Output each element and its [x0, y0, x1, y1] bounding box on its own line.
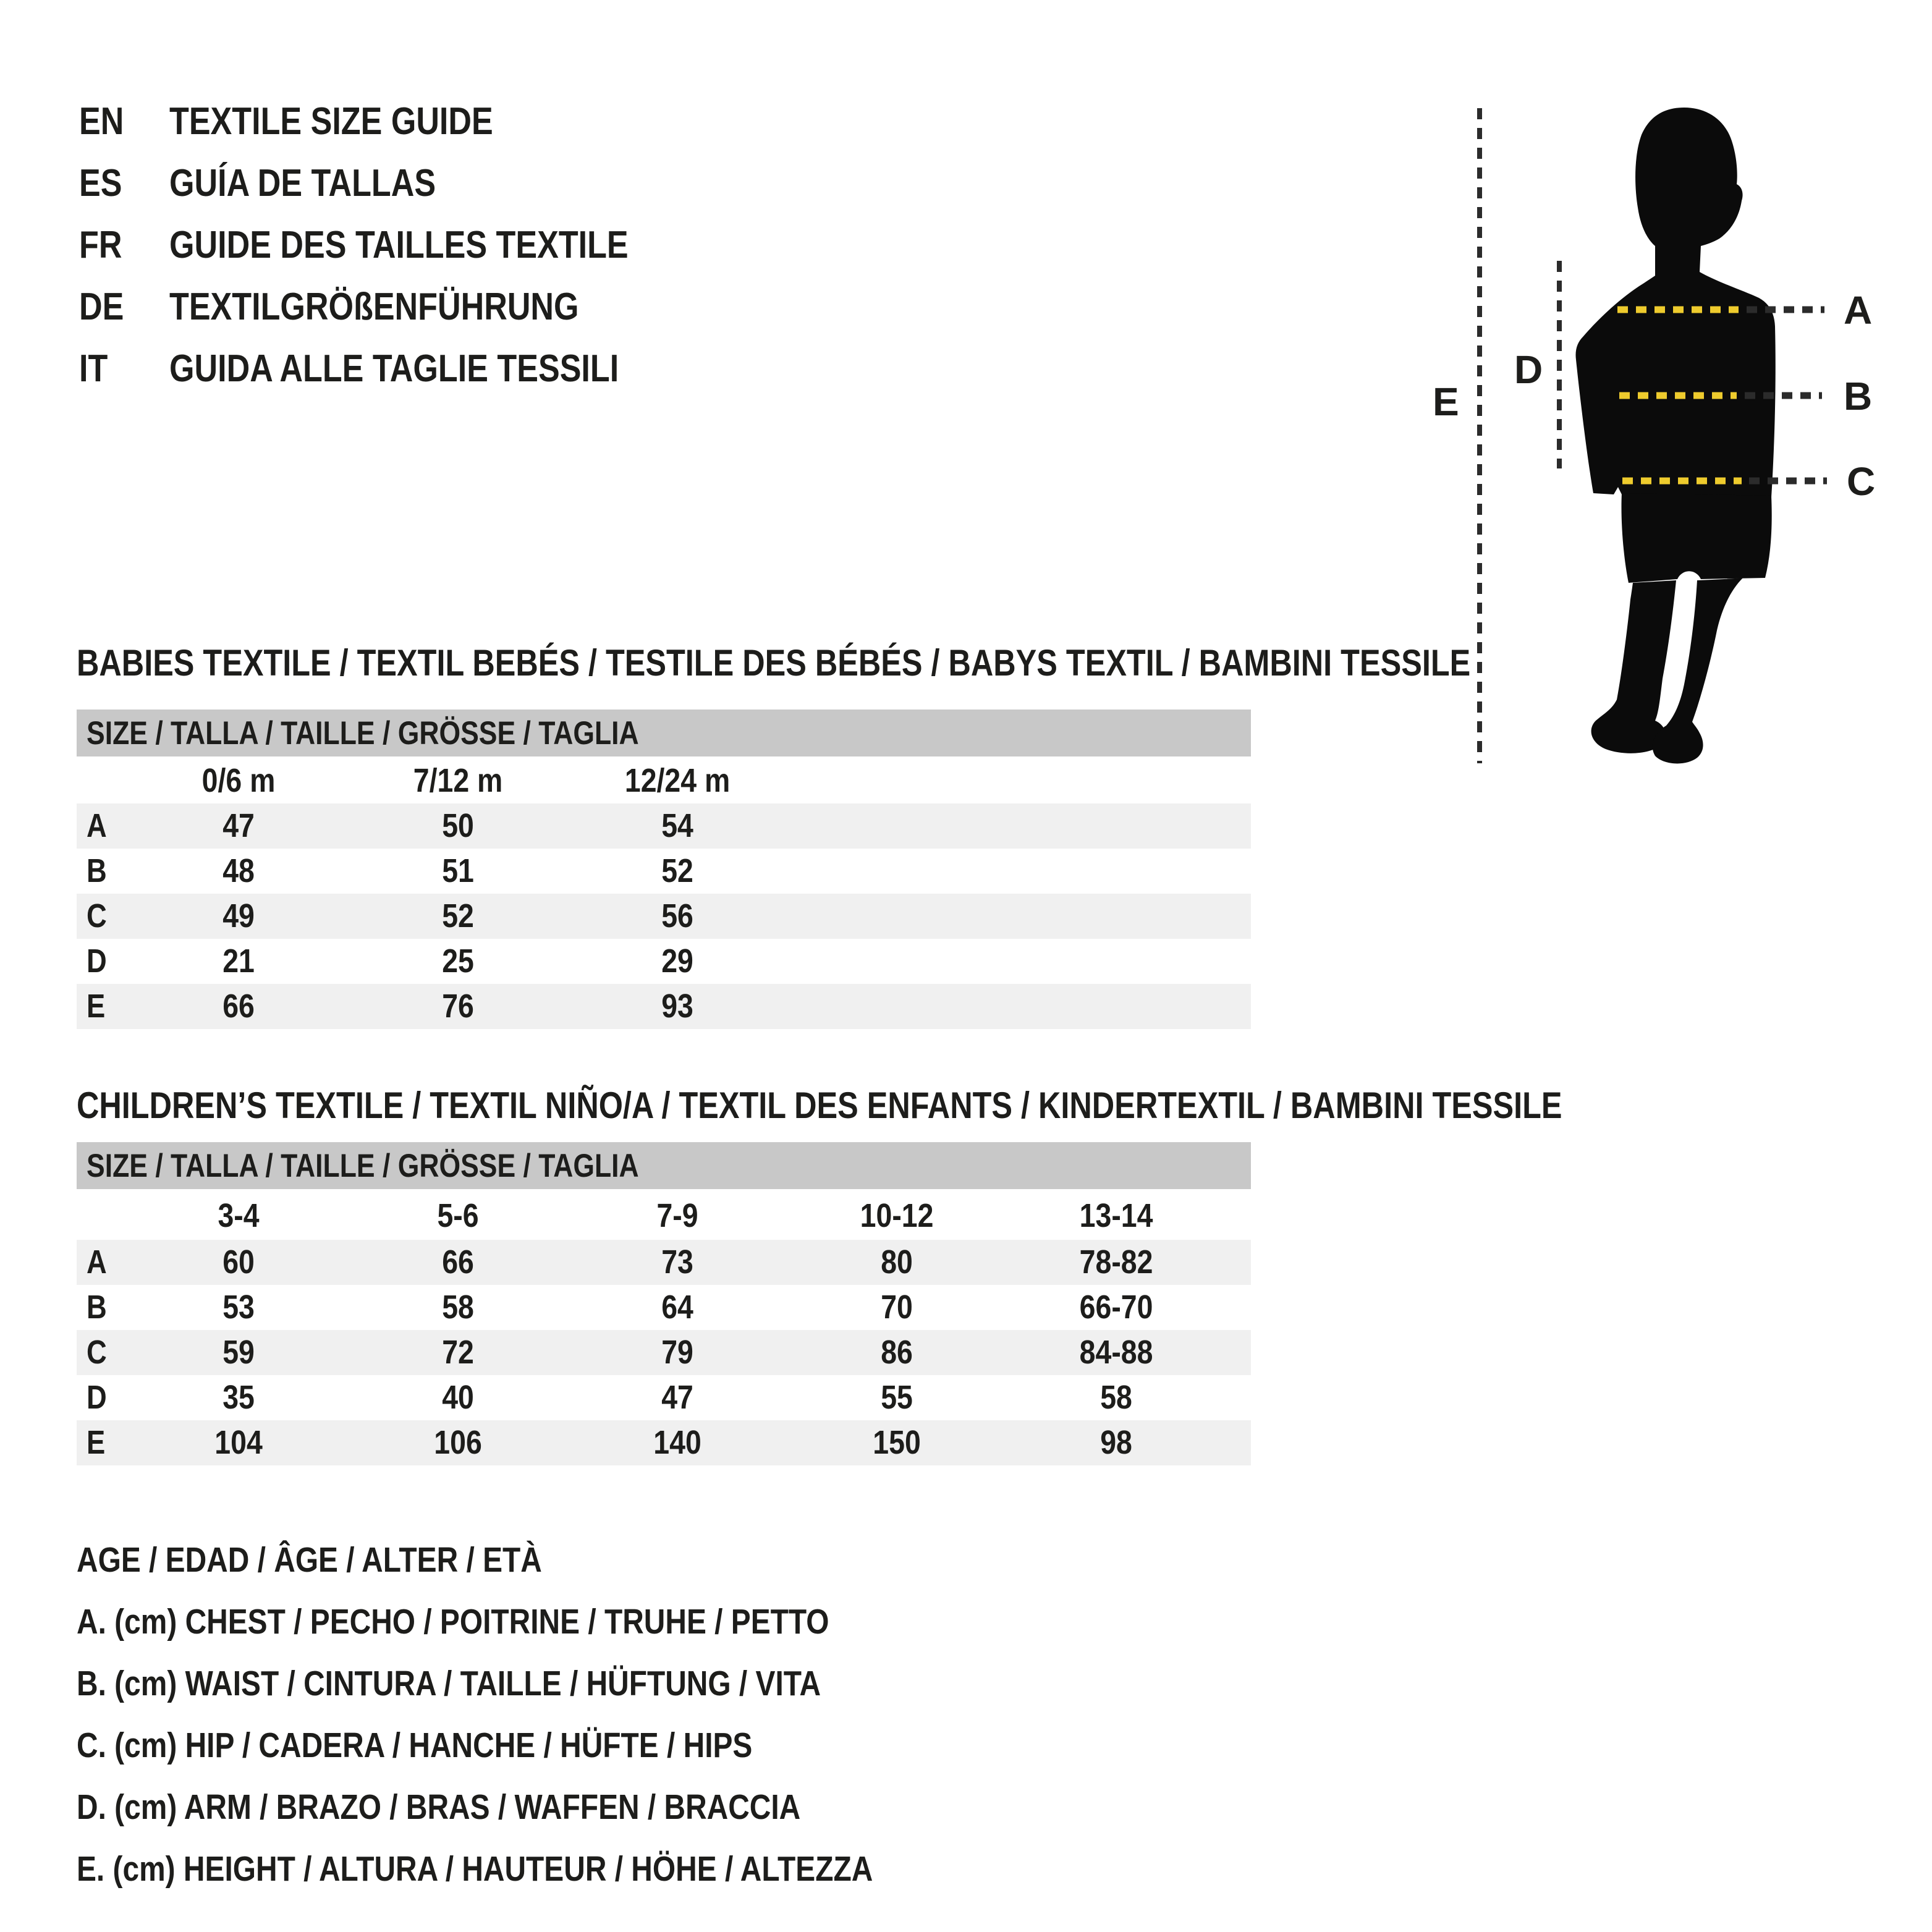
column-header: 13-14	[1080, 1197, 1153, 1234]
column-header: 7-9	[656, 1197, 699, 1234]
table-row-children-b	[77, 1285, 1251, 1330]
table-cell: 66-70	[1080, 1289, 1153, 1326]
children-size-header-bar: SIZE / TALLA / TAILLE / GRÖSSE / TAGLIA	[77, 1142, 1251, 1189]
row-label: B	[87, 852, 107, 889]
language-title: TEXTILGRÖßENFÜHRUNG	[169, 286, 579, 328]
table-row-children-d	[77, 1375, 1251, 1420]
table-cell: 29	[661, 943, 694, 980]
table-cell: 56	[661, 897, 694, 934]
table-cell: 53	[222, 1289, 255, 1326]
table-row-babies-d	[77, 939, 1251, 984]
table-cell: 150	[873, 1424, 922, 1461]
row-label: C	[87, 1334, 107, 1371]
column-header: 10-12	[860, 1197, 934, 1234]
table-cell: 76	[442, 988, 475, 1025]
table-row-babies-b	[77, 849, 1251, 894]
language-code: IT	[79, 347, 108, 390]
children-column-header-row	[77, 1197, 1251, 1235]
table-cell: 51	[442, 852, 475, 889]
babies-section-title: BABIES TEXTILE / TEXTIL BEBÉS / TESTILE DES BÉBÉS / BABYS TEXTIL / BAMBINI TESSILE	[77, 642, 1471, 684]
table-cell: 59	[222, 1334, 255, 1371]
table-cell: 25	[442, 943, 475, 980]
table-cell: 73	[661, 1244, 694, 1281]
table-cell: 58	[1100, 1379, 1133, 1416]
table-cell: 79	[661, 1334, 694, 1371]
table-cell: 50	[442, 807, 475, 844]
legend-hip-line: C. (cm) HIP / CADERA / HANCHE / HÜFTE / HIPS	[77, 1726, 753, 1765]
language-code: ES	[79, 162, 122, 205]
table-cell: 60	[222, 1244, 255, 1281]
column-header: 12/24 m	[625, 762, 731, 799]
language-title: TEXTILE SIZE GUIDE	[169, 100, 493, 143]
table-cell: 93	[661, 988, 694, 1025]
language-title: GUIDE DES TAILLES TEXTILE	[169, 224, 629, 266]
table-cell: 55	[881, 1379, 913, 1416]
row-label: B	[87, 1289, 107, 1326]
table-cell: 21	[222, 943, 255, 980]
figure-label-c: C	[1847, 459, 1876, 504]
legend-age-line: AGE / EDAD / ÂGE / ALTER / ETÀ	[77, 1540, 542, 1580]
table-row-children-c	[77, 1330, 1251, 1375]
table-cell: 49	[222, 897, 255, 934]
language-title: GUIDA ALLE TAGLIE TESSILI	[169, 347, 619, 390]
row-label: A	[87, 807, 107, 844]
row-label: C	[87, 897, 107, 934]
table-cell: 47	[222, 807, 255, 844]
table-cell: 80	[881, 1244, 913, 1281]
table-cell: 78-82	[1080, 1244, 1153, 1281]
table-cell: 72	[442, 1334, 475, 1371]
table-cell: 48	[222, 852, 255, 889]
legend-waist-line: B. (cm) WAIST / CINTURA / TAILLE / HÜFTUNG / VITA	[77, 1664, 821, 1703]
table-cell: 140	[653, 1424, 702, 1461]
table-cell: 104	[214, 1424, 263, 1461]
table-cell: 98	[1100, 1424, 1133, 1461]
babies-size-header-bar: SIZE / TALLA / TAILLE / GRÖSSE / TAGLIA	[77, 710, 1251, 756]
row-label: E	[87, 988, 106, 1025]
table-cell: 66	[442, 1244, 475, 1281]
figure-label-d: D	[1514, 347, 1543, 392]
column-header: 0/6 m	[202, 762, 276, 799]
row-label: D	[87, 943, 107, 980]
figure-label-e: E	[1433, 379, 1459, 424]
table-row-babies-a	[77, 803, 1251, 849]
table-cell: 70	[881, 1289, 913, 1326]
table-cell: 35	[222, 1379, 255, 1416]
table-cell: 52	[442, 897, 475, 934]
table-row-children-a	[77, 1240, 1251, 1285]
figure-label-b: B	[1844, 374, 1873, 418]
table-cell: 58	[442, 1289, 475, 1326]
table-row-babies-c	[77, 894, 1251, 939]
table-cell: 54	[661, 807, 694, 844]
legend-chest-line: A. (cm) CHEST / PECHO / POITRINE / TRUHE / PETTO	[77, 1602, 829, 1642]
language-code: DE	[79, 286, 124, 328]
column-header: 7/12 m	[413, 762, 503, 799]
table-row-children-e	[77, 1420, 1251, 1465]
table-cell: 66	[222, 988, 255, 1025]
row-label: A	[87, 1244, 107, 1281]
children-section-title: CHILDREN’S TEXTILE / TEXTIL NIÑO/A / TEXTIL DES ENFANTS / KINDERTEXTIL / BAMBINI TESSILE	[77, 1085, 1562, 1126]
language-title: GUÍA DE TALLAS	[169, 162, 436, 205]
row-label: E	[87, 1424, 106, 1461]
column-header: 3-4	[218, 1197, 260, 1234]
table-cell: 52	[661, 852, 694, 889]
babies-column-header-row	[77, 761, 1251, 800]
legend-arm-line: D. (cm) ARM / BRAZO / BRAS / WAFFEN / BRACCIA	[77, 1787, 801, 1827]
legend-height-line: E. (cm) HEIGHT / ALTURA / HAUTEUR / HÖHE / ALTEZZA	[77, 1849, 873, 1889]
table-cell: 40	[442, 1379, 475, 1416]
table-cell: 84-88	[1080, 1334, 1153, 1371]
table-cell: 106	[434, 1424, 483, 1461]
row-label: D	[87, 1379, 107, 1416]
column-header: 5-6	[437, 1197, 480, 1234]
table-cell: 64	[661, 1289, 694, 1326]
table-row-babies-e	[77, 984, 1251, 1029]
figure-label-a: A	[1844, 288, 1873, 333]
table-cell: 47	[661, 1379, 694, 1416]
language-code: FR	[79, 224, 122, 266]
language-code: EN	[79, 100, 124, 143]
table-cell: 86	[881, 1334, 913, 1371]
